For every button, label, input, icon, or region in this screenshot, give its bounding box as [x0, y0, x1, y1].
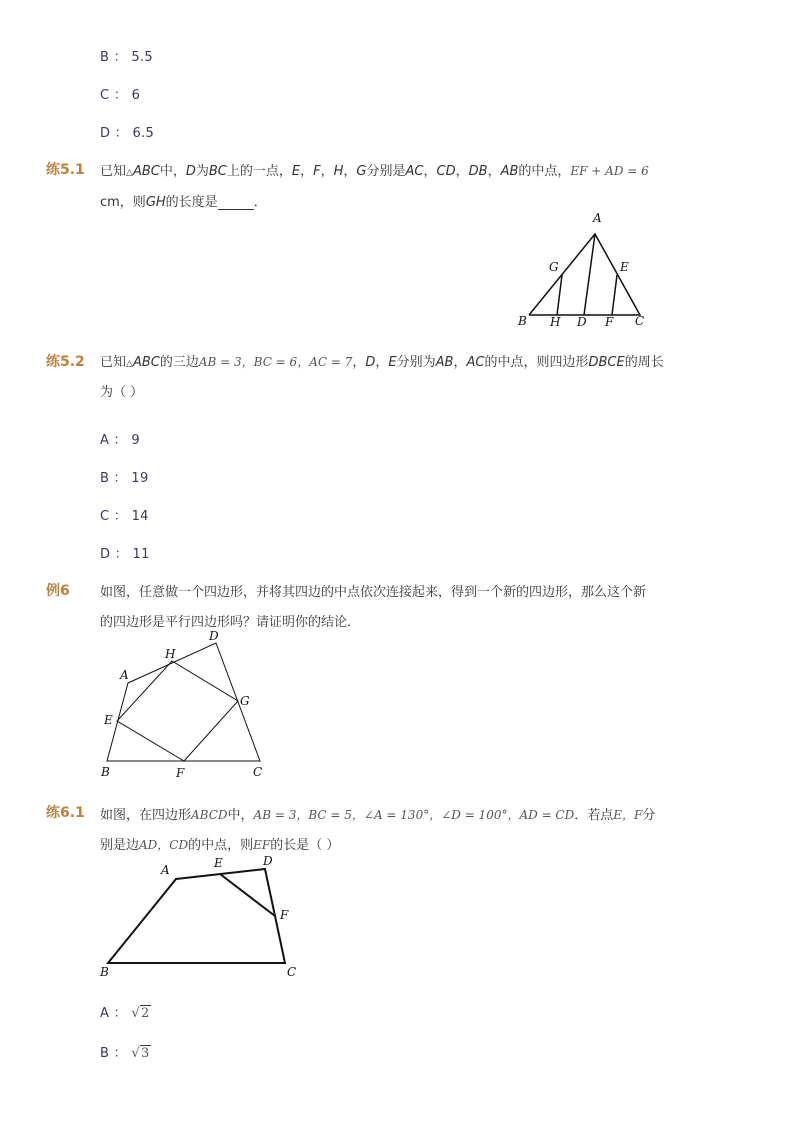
question-text-line: 如图，任意做一个四边形，并将其四边的中点依次连接起来，得到一个新的四边形，那么这个新 — [100, 585, 647, 600]
label-a: A — [120, 668, 129, 682]
label-b: B — [101, 765, 110, 779]
label-c: C — [287, 965, 297, 979]
option-sep: ： — [113, 50, 127, 65]
option-value: 6 — [131, 88, 141, 103]
option-b[interactable]: B ： √3 — [100, 1046, 150, 1061]
label-f: F — [605, 315, 614, 329]
option-value: 5.5 — [131, 50, 153, 65]
option-b[interactable]: B ： 19 — [100, 471, 149, 486]
label-e: E — [620, 260, 629, 274]
label-a: A — [593, 211, 602, 225]
option-value: 6.5 — [132, 126, 155, 141]
label-c: C — [253, 765, 263, 779]
option-sep: ： — [114, 126, 129, 141]
label-d: D — [577, 315, 587, 329]
question-text-line: 已知△ABC的三边AB = 3，BC = 6，AC = 7，D，E分别为AB，AC的中点，则四边形DBCE的周长 — [100, 355, 664, 370]
question-text-line: 已知△ABC中，D为BC上的一点，E，F，H，G分别是AC，CD，DB，AB的中点，EF + AD = 6 — [100, 164, 649, 179]
question-tag: 练5.2 — [46, 354, 85, 370]
trapezoid-figure — [98, 852, 303, 982]
option-b[interactable] — [100, 46, 153, 65]
option-c[interactable] — [100, 84, 140, 103]
question-tag: 练5.1 — [46, 162, 85, 178]
label-d: D — [209, 629, 219, 643]
option-key: C — [100, 88, 110, 103]
quadrilateral-figure — [95, 628, 275, 780]
label-e: E — [104, 713, 113, 727]
triangle-figure — [515, 208, 655, 330]
label-g: G — [549, 260, 559, 274]
option-key: D — [100, 126, 111, 141]
sqrt-value: √2 — [131, 1006, 150, 1021]
label-f: F — [280, 908, 289, 922]
option-sep: ： — [113, 88, 128, 103]
option-a[interactable]: A ： √2 — [100, 1006, 150, 1021]
option-d[interactable]: D ： 11 — [100, 547, 150, 562]
label-b: B — [100, 965, 109, 979]
label-g: G — [240, 694, 250, 708]
question-text-line: 的四边形是平行四边形吗？请证明你的结论． — [100, 615, 361, 630]
option-a[interactable]: A ： 9 — [100, 433, 140, 448]
label-e: E — [214, 856, 223, 870]
label-d: D — [263, 854, 273, 868]
option-key: B — [100, 50, 110, 65]
label-b: B — [518, 314, 527, 328]
option-c[interactable]: C ： 14 — [100, 509, 149, 524]
label-h: H — [550, 315, 561, 329]
answer-blank[interactable] — [218, 197, 254, 210]
question-text-line: 为（ ） — [100, 385, 144, 400]
sqrt-value: √3 — [131, 1046, 150, 1061]
label-f: F — [176, 766, 185, 780]
label-a: A — [161, 863, 170, 877]
question-text-line: 如图，在四边形ABCD中，AB = 3，BC = 5，∠A = 130°，∠D = 100°，AD = CD．若点E，F分 — [100, 808, 656, 823]
question-tag: 例6 — [46, 583, 70, 599]
label-c: C — [635, 314, 645, 328]
question-text-line: 别是边AD，CD的中点，则EF的长是（ ） — [100, 838, 340, 853]
label-h: H — [165, 647, 176, 661]
option-d[interactable] — [100, 122, 154, 141]
question-text-line: cm，则GH的长度是 ． — [100, 195, 267, 210]
question-tag: 练6.1 — [46, 805, 85, 821]
